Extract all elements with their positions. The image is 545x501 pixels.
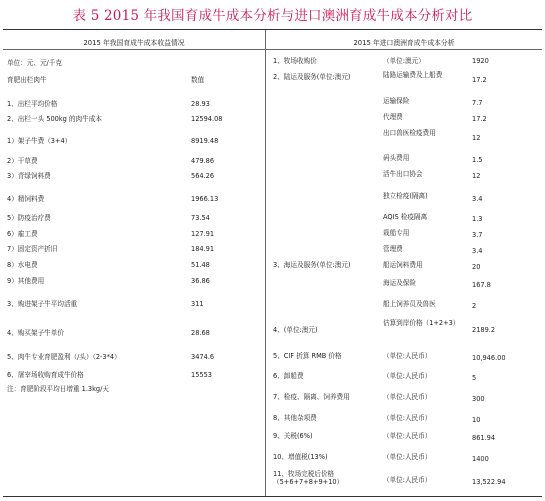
right-row-value: 5: [472, 374, 477, 382]
left-row-value: 1966.13: [191, 195, 219, 203]
left-header: 2015 年我国育成牛成本收益情况: [83, 39, 185, 47]
column-divider: [265, 30, 266, 496]
left-row-value: 73.54: [191, 214, 210, 222]
left-row-name: 6、屠宰场收购育成牛价格: [7, 371, 84, 379]
left-row-name: 1）架子牛费（3+4）: [7, 137, 72, 145]
right-row-detail: （单位:人民币）: [383, 432, 432, 440]
right-row-item: 11、牧场完税后价格（5+6+7+8+9+10）: [273, 470, 344, 486]
right-row-value: 10: [472, 416, 481, 424]
left-row-value: 184.91: [191, 245, 215, 253]
right-row-detail: 活牛出口协会: [383, 170, 423, 178]
right-row-detail: （单位:人民币）: [383, 453, 432, 461]
right-row-detail: 管理费: [383, 245, 403, 253]
left-row-value: 564.26: [191, 172, 215, 180]
right-row-value: 12: [472, 172, 481, 180]
left-row-name: 7）固定资产折旧: [7, 245, 58, 253]
right-row-item: 3、海运及服务(单位:澳元): [273, 261, 351, 269]
right-row-value: 167.8: [472, 281, 491, 289]
right-row-item: 7、检疫、隔离、饲养费用: [273, 393, 350, 401]
left-unit: 单位：元、元/千克: [7, 59, 62, 67]
right-row-item: 8、其他杂项费: [273, 414, 317, 422]
right-row-detail: （单位:人民币）: [383, 414, 432, 422]
left-row-name: 2）干草费: [7, 157, 38, 165]
left-row-name: 2、出栏一头 500kg 的肉牛成本: [7, 115, 102, 123]
right-row-value: 3.7: [472, 231, 483, 239]
right-row-item: 1、牧场收购价: [273, 57, 317, 65]
right-row-detail: （单位:澳元）: [383, 57, 425, 65]
left-row-value: 127.91: [191, 230, 215, 238]
right-row-value: 2: [472, 302, 477, 310]
left-row-value: 51.48: [191, 261, 210, 269]
left-row-value: 311: [191, 300, 204, 308]
right-row-detail: （单位:人民币）: [383, 372, 432, 380]
right-row-value: 3.4: [472, 247, 483, 255]
right-row-value: 861.94: [472, 434, 496, 442]
left-row-name: 6）雇工费: [7, 230, 38, 238]
left-row-name: 5）防疫治疗费: [7, 214, 51, 222]
right-row-detail: AQIS 检疫隔离: [383, 213, 428, 221]
right-row-value: 10,946.00: [472, 354, 506, 362]
right-row-detail: 估算到岸价格（1+2+3）: [383, 319, 460, 327]
right-row-value: 7.7: [472, 99, 483, 107]
right-row-value: 300: [472, 395, 485, 403]
right-row-detail: 出口兽医检疫费用: [383, 129, 436, 137]
right-row-value: 2189.2: [472, 326, 496, 334]
right-row-detail: 陆路运输费及上船费: [383, 71, 443, 79]
right-row-value: 3.4: [472, 195, 483, 203]
left-row-value: 8919.48: [191, 137, 219, 145]
right-row-value: 1400: [472, 455, 489, 463]
right-row-detail: 栽船专用: [383, 229, 410, 237]
right-row-detail: 海运及保险: [383, 279, 416, 287]
header-rule: [3, 49, 542, 50]
right-row-item: 4、(单位:澳元): [273, 326, 318, 334]
right-row-value: 1920: [472, 57, 489, 65]
right-row-value: 13,522.94: [472, 478, 506, 486]
left-row-value: 15553: [191, 371, 212, 379]
left-row-name: 1、出栏平均价格: [7, 100, 58, 108]
right-row-value: 1.5: [472, 156, 483, 164]
right-row-item: 6、卸船费: [273, 372, 304, 380]
left-row-name: 8）水电费: [7, 261, 38, 269]
right-header: 2015 年进口澳洲育成牛成本分析: [353, 39, 455, 47]
right-row-item: 10、增值税(13%): [273, 453, 328, 461]
right-row-detail: 代理费: [383, 113, 403, 121]
left-col-item: 育肥出栏肉牛: [7, 76, 47, 84]
left-row-name: 3）青绿饲料费: [7, 172, 51, 180]
right-row-detail: 运输保险: [383, 97, 410, 105]
right-row-detail: 船运饲料费用: [383, 261, 423, 269]
right-row-value: 12: [472, 134, 481, 142]
left-row-name: 5、肉牛专业育肥盈利（/头）（2-3*4）: [7, 353, 121, 361]
right-row-item: 9、关税(6%): [273, 432, 313, 440]
left-row-name: 9）其他费用: [7, 277, 45, 285]
left-col-value: 数值: [191, 76, 205, 84]
right-row-detail: （单位:人民币）: [383, 476, 432, 484]
left-row-name: 3、购进架子牛平均活重: [7, 300, 78, 308]
left-row-value: 28.68: [191, 329, 210, 337]
left-note: 注：育肥阶段平均日增重 1.3kg/天: [7, 385, 109, 393]
left-row-value: 12594.08: [191, 115, 223, 123]
right-row-detail: 船上饲养员及兽医: [383, 300, 436, 308]
table-title: 表 5 2015 年我国育成牛成本分析与进口澳洲育成牛成本分析对比: [72, 8, 473, 24]
right-row-value: 17.2: [472, 115, 487, 123]
left-row-value: 3474.6: [191, 353, 215, 361]
right-row-value: 1.3: [472, 215, 483, 223]
right-row-detail: （单位:人民币）: [383, 352, 432, 360]
left-row-name: 4）精饲料费: [7, 195, 45, 203]
left-row-value: 36.86: [191, 277, 210, 285]
right-row-item: 2、陆运及服务(单位:澳元): [273, 73, 351, 81]
left-row-value: 28.93: [191, 100, 210, 108]
left-row-value: 479.86: [191, 157, 215, 165]
comparison-table: [3, 29, 542, 497]
right-row-value: 17.2: [472, 76, 487, 84]
right-row-item: 5、CIF 折算 RMB 价格: [273, 352, 342, 360]
left-row-name: 4、购买架子牛单价: [7, 329, 64, 337]
right-row-detail: 独立检疫(隔离): [383, 192, 428, 200]
right-row-detail: 码头费用: [383, 154, 410, 162]
right-row-value: 20: [472, 263, 481, 271]
right-row-detail: （单位:人民币）: [383, 393, 432, 401]
